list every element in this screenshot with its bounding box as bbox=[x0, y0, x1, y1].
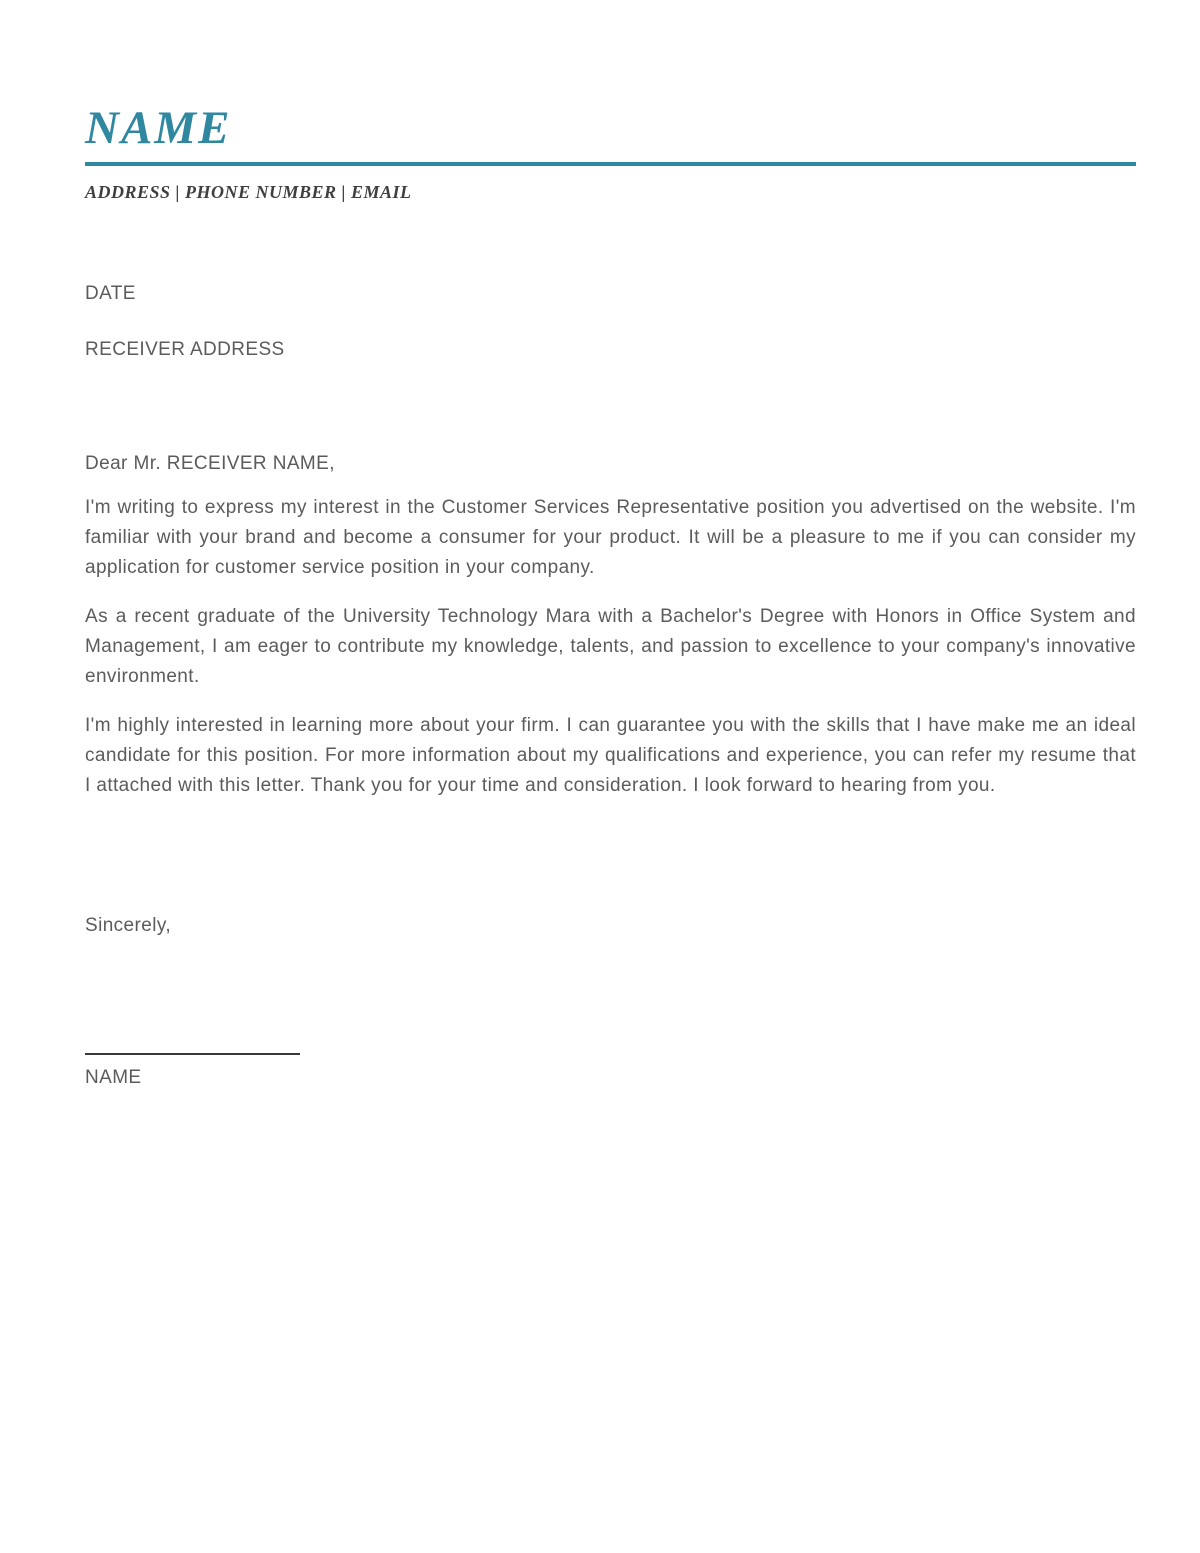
body-paragraph-3: I'm highly interested in learning more about your firm. I can guarantee you with the skills that I have make me an ideal candidate for this position. For more information about my qualifications and experience, you can refer my resume that I attached with this letter. Thank you for your time and consideration. I look forward to hearing from you. bbox=[85, 715, 1136, 796]
header-divider bbox=[85, 162, 1136, 166]
body-paragraph-1: I'm writing to express my interest in the Customer Services Representative position you advertised on the website. I'm familiar with your brand and become a consumer for your product. It will be a pleasure to me if you can consider my application for customer service position in your company. bbox=[85, 497, 1136, 578]
closing-line: Sincerely, bbox=[85, 915, 172, 936]
signature-name: NAME bbox=[85, 1067, 142, 1088]
date-line: DATE bbox=[85, 283, 136, 304]
signature-rule bbox=[85, 1053, 300, 1055]
body-paragraph-2: As a recent graduate of the University Technology Mara with a Bachelor's Degree with Honors in Office System and Management, I am eager to contribute my knowledge, talents, and passion to excellence to your company's innovative environment. bbox=[85, 606, 1136, 687]
signature-block bbox=[85, 1053, 1136, 1089]
contact-info-line: ADDRESS | PHONE NUMBER | EMAIL bbox=[85, 182, 412, 202]
letter-sender-name: NAME bbox=[85, 102, 232, 154]
receiver-address-line: RECEIVER ADDRESS bbox=[85, 339, 285, 360]
salutation-line: Dear Mr. RECEIVER NAME, bbox=[85, 453, 335, 474]
